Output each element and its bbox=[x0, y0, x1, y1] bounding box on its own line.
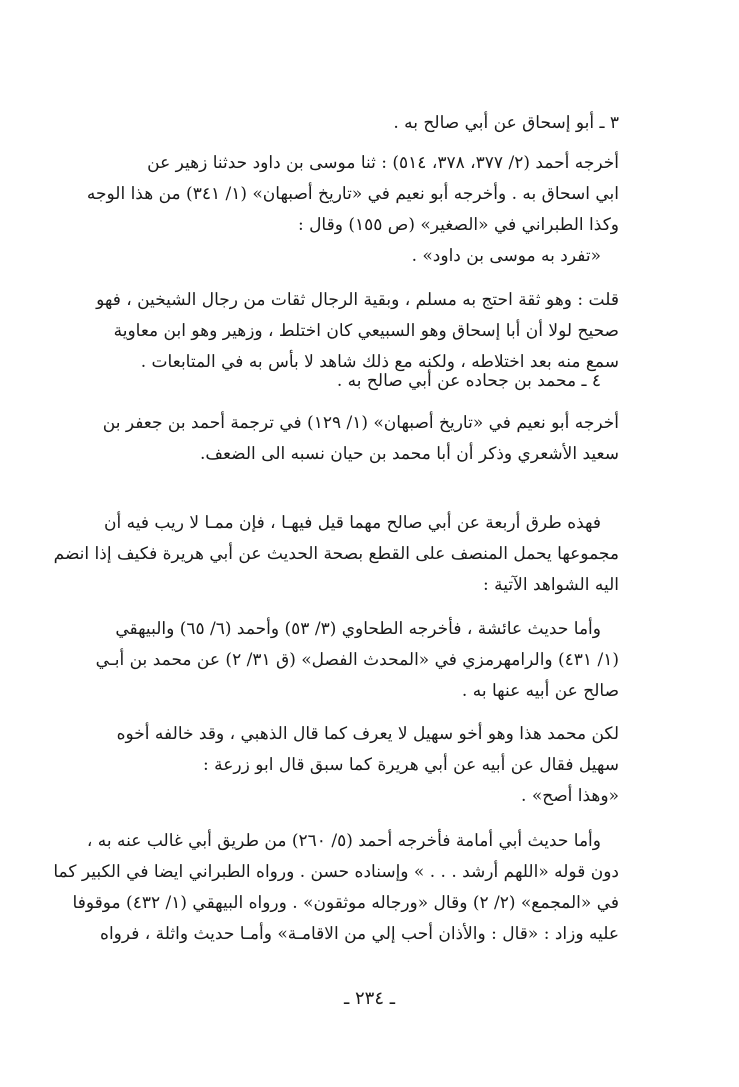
text-line: قلت : وهو ثقة احتج به مسلم ، وبقية الرجال ثقات من رجال الشيخين ، فهو bbox=[96, 290, 619, 310]
text-line: مجموعها يحمل المنصف على القطع بصحة الحديث عن أبي هريرة فكيف إذا انضم bbox=[53, 544, 619, 564]
paragraph-muhammad-brother bbox=[51, 719, 619, 812]
text-line: صحيح لولا أن أبا إسحاق وهو السبيعي كان اختلط ، وزهير وهو ابن معاوية bbox=[113, 321, 619, 341]
text-line: (١/ ٤٣١) والرامهرمزي في «المحدث الفصل» (ق ٣١/ ٢) عن محمد بن أبـي bbox=[95, 650, 619, 670]
text-line: «وهذا أصح» . bbox=[521, 786, 619, 806]
paragraph-four-routes bbox=[51, 508, 619, 601]
text-line: وأما حديث أبي أمامة فأخرجه أحمد (٥/ ٢٦٠) من طريق أبي غالب عنه به ، bbox=[86, 831, 601, 851]
page-number: ـ ٢٣٤ ـ bbox=[343, 988, 395, 1009]
paragraph-aisha-hadith bbox=[51, 614, 619, 707]
text-line: سعيد الأشعري وذكر أن أبا محمد بن حيان نسبه الى الضعف. bbox=[199, 444, 619, 464]
text-line: فهذه طرق أربعة عن أبي صالح مهما قيل فيهـا ، فإن ممـا لا ريب فيه أن bbox=[103, 513, 601, 533]
text-line: لكن محمد هذا وهو أخو سهيل لا يعرف كما قال الذهبي ، وقد خالفه أخوه bbox=[116, 724, 619, 744]
text-line: ٣ ـ أبو إسحاق عن أبي صالح به . bbox=[393, 113, 619, 133]
section-heading-4 bbox=[51, 366, 619, 397]
paragraph-abu-umama bbox=[51, 826, 619, 950]
text-line: «تفرد به موسى بن داود» . bbox=[411, 246, 601, 266]
text-line: وكذا الطبراني في «الصغير» (ص ١٥٥) وقال : bbox=[297, 215, 619, 235]
text-line: دون قوله «اللهم أرشد . . . » وإسناده حسن . ورواه الطبراني ايضا في الكبير كما bbox=[53, 862, 619, 882]
paragraph-ahmad-takhrij bbox=[51, 148, 619, 272]
paragraph-abu-nuaym bbox=[51, 408, 619, 470]
text-line: وأما حديث عائشة ، فأخرجه الطحاوي (٣/ ٥٣) وأحمد (٦/ ٦٥) والبيهقي bbox=[115, 619, 601, 639]
text-line: اليه الشواهد الآتية : bbox=[483, 575, 619, 595]
text-line: عليه وزاد : «قال : والأذان أحب إلي من الاقامـة» وأمـا حديث واثلة ، فرواه bbox=[100, 924, 619, 944]
text-line: أخرجه أبو نعيم في «تاريخ أصبهان» (١/ ١٢٩) في ترجمة أحمد بن جعفر بن bbox=[102, 413, 619, 433]
text-line: أخرجه أحمد (٢/ ٣٧٧، ٣٧٨، ٥١٤) : ثنا موسى بن داود حدثنا زهير عن bbox=[147, 153, 619, 173]
text-line: صالح عن أبيه عنها به . bbox=[461, 681, 619, 701]
text-line: ٤ ـ محمد بن جحاده عن أبي صالح به . bbox=[336, 371, 601, 391]
text-line: سمع منه بعد اختلاطه ، ولكنه مع ذلك شاهد لا بأس به في المتابعات . bbox=[140, 352, 619, 372]
text-line: سهيل فقال عن أبيه عن أبي هريرة كما سبق قال ابو زرعة : bbox=[203, 755, 619, 775]
section-heading-3 bbox=[51, 108, 619, 139]
text-line: ابي اسحاق به . وأخرجه أبو نعيم في «تاريخ أصبهان» (١/ ٣٤١) من هذا الوجه bbox=[86, 184, 619, 204]
text-line: في «المجمع» (٢/ ٢) وقال «ورجاله موثقون» . ورواه البيهقي (١/ ٤٣٢) موقوفا bbox=[72, 893, 619, 913]
paragraph-qultu-comment bbox=[51, 285, 619, 378]
